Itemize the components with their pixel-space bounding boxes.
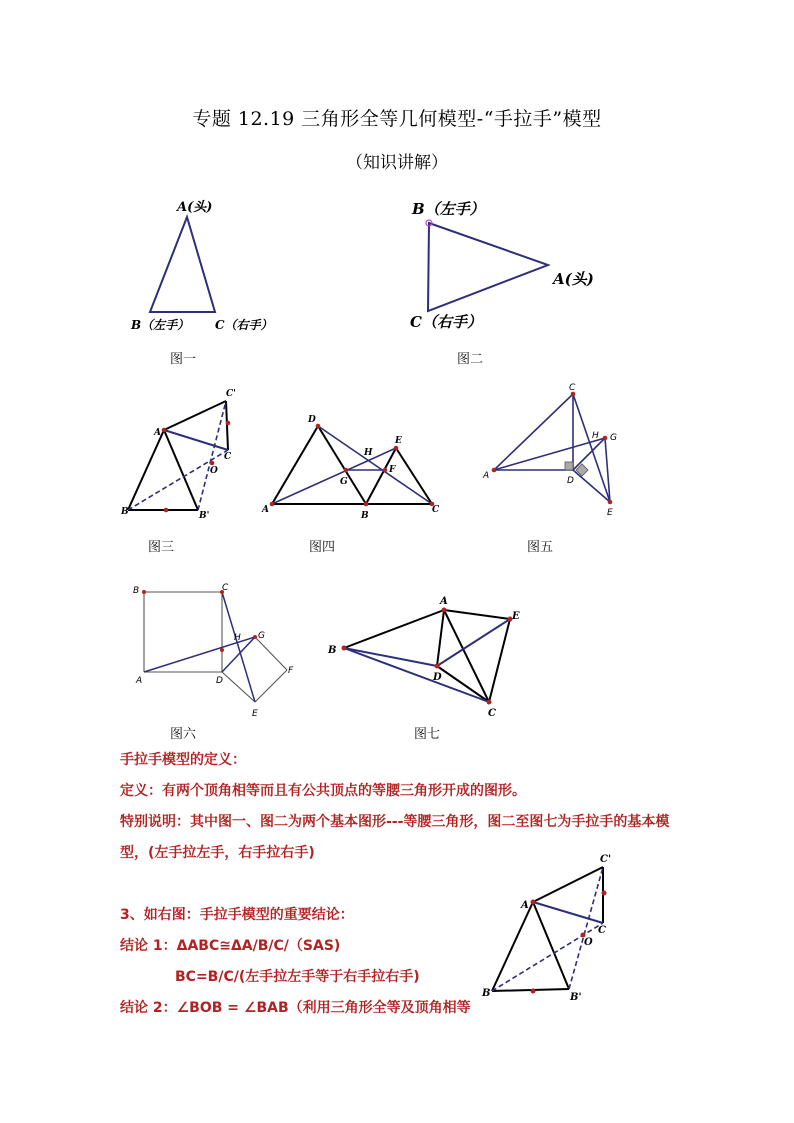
conclusion-heading: 3、如右图：手拉手模型的重要结论：: [120, 907, 354, 923]
fig7-caption: 图七: [414, 727, 441, 742]
svg-text:C: C: [598, 925, 606, 936]
figure-4: [260, 408, 445, 523]
fig2-label-c: C（右手）: [410, 313, 482, 331]
svg-text:H: H: [592, 431, 599, 441]
conclusion-1b: BC=B/C/(左手拉左手等于右手拉右手): [175, 969, 420, 985]
definition-body: 定义：有两个顶角相等而且有公共顶点的等腰三角形开成的图形。: [120, 783, 526, 799]
svg-text:C: C: [224, 452, 232, 462]
fig1-triangle: [150, 217, 215, 312]
svg-text:A: A: [154, 428, 161, 438]
figure-2: [405, 195, 625, 345]
page-subtitle: （知识讲解）: [346, 153, 448, 173]
svg-text:A: A: [262, 505, 269, 515]
fig2-caption: 图二: [457, 352, 484, 367]
svg-text:B: B: [361, 511, 369, 521]
conclusion-2: 结论 2：∠BOB = ∠BAB（利用三角形全等及顶角相等: [120, 1000, 471, 1016]
svg-text:C: C: [488, 708, 496, 719]
svg-text:C: C: [569, 383, 576, 393]
svg-text:F: F: [389, 465, 396, 475]
figure-7: [322, 592, 532, 722]
svg-text:D: D: [433, 672, 442, 683]
svg-text:B: B: [133, 586, 140, 596]
special-note-line2: 型，(左手拉左手，右手拉右手): [120, 845, 315, 861]
svg-text:F: F: [288, 666, 294, 676]
svg-text:G: G: [610, 433, 617, 443]
figure-5: [480, 382, 630, 522]
fig3-caption: 图三: [148, 540, 175, 555]
svg-text:A: A: [521, 900, 529, 911]
fig4-caption: 图四: [309, 540, 336, 555]
svg-text:D: D: [567, 476, 574, 486]
page-title: 专题 12.19 三角形全等几何模型-“手拉手”模型: [192, 108, 602, 130]
svg-text:A: A: [440, 596, 448, 607]
svg-text:O: O: [210, 466, 218, 476]
svg-text:E: E: [395, 436, 402, 446]
figure-3: [118, 385, 258, 525]
svg-text:H: H: [234, 633, 241, 643]
svg-text:E: E: [252, 709, 258, 719]
fig1-label-a: A(头): [177, 200, 213, 215]
svg-text:B: B: [482, 988, 491, 999]
svg-text:D: D: [216, 676, 223, 686]
svg-text:B': B': [570, 992, 582, 1003]
svg-text:C': C': [600, 854, 612, 865]
conclusion-1: 结论 1：ΔABC≅ΔA/B/C/（SAS): [120, 938, 341, 954]
svg-text:A: A: [483, 471, 490, 481]
svg-text:B: B: [328, 645, 337, 656]
fig1-label-b: B（左手）: [131, 318, 190, 332]
svg-text:D: D: [308, 415, 316, 425]
special-note-line1: 特别说明：其中图一、图二为两个基本图形---等腰三角形，图二至图七为手拉手的基本模: [120, 814, 670, 830]
svg-text:C: C: [222, 583, 229, 593]
svg-text:A: A: [136, 676, 143, 686]
fig1-label-c: C（右手）: [215, 318, 273, 332]
svg-text:B': B': [199, 511, 210, 521]
svg-text:G: G: [340, 477, 348, 487]
fig2-label-a: A(头): [553, 270, 594, 288]
svg-text:E: E: [512, 611, 520, 622]
svg-text:B: B: [121, 507, 129, 517]
svg-text:H: H: [364, 448, 373, 458]
svg-text:C': C': [226, 389, 236, 399]
fig2-label-b: B（左手）: [412, 200, 485, 218]
figure-1: [125, 195, 305, 340]
fig1-caption: 图一: [170, 352, 197, 367]
fig6-caption: 图六: [170, 727, 197, 742]
fig5-caption: 图五: [527, 540, 554, 555]
svg-text:G: G: [258, 631, 265, 641]
figure-6: [130, 580, 305, 720]
fig3-point-o: [210, 461, 215, 466]
svg-text:C: C: [432, 505, 440, 515]
svg-text:E: E: [607, 508, 613, 518]
figure-8: [478, 845, 638, 1005]
svg-text:O: O: [584, 937, 593, 948]
definition-heading: 手拉手模型的定义：: [120, 752, 246, 768]
fig2-triangle: [428, 223, 548, 311]
